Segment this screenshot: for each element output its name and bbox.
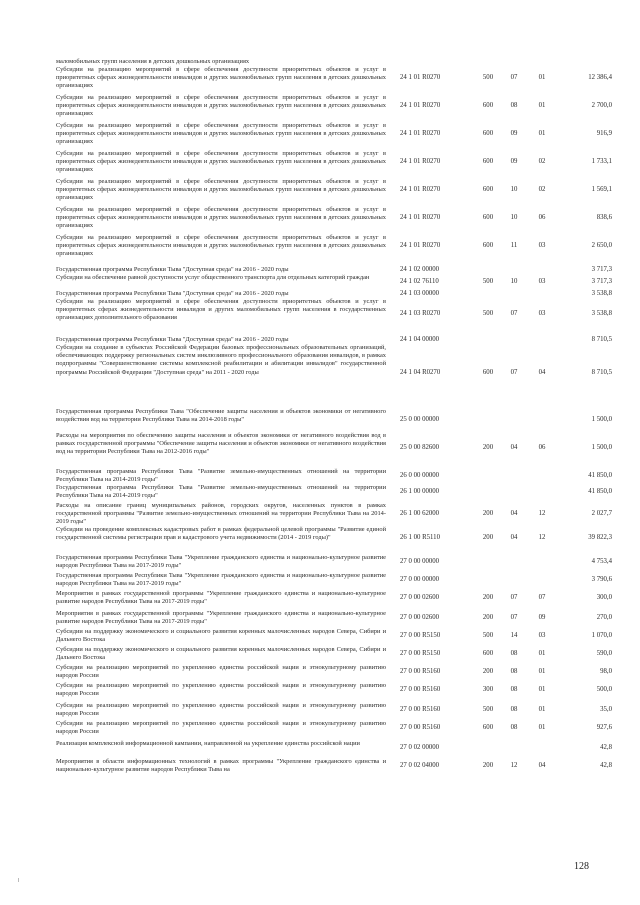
row-subsection: 01: [538, 724, 546, 732]
row-csr-code: 27 0 00 R5160: [400, 686, 441, 694]
row-description: Субсидии на обеспечение равной доступности услуг общественного транспорта для отдельных категорий граждан: [56, 274, 370, 281]
row-expense-type: 600: [482, 186, 494, 194]
row-subsection: 06: [538, 444, 546, 452]
row-amount: 1 500,0: [591, 416, 612, 424]
row-description: Государственная программа Республики Тыва "Обеспечение защиты населения и объектов экономики от негативного воздействия вод на территории Республики Тыва на 2014-2018 годы": [56, 408, 386, 424]
row-csr-code: 26 0 00 00000: [400, 472, 440, 480]
row-subsection: 01: [538, 74, 546, 82]
row-section: 10: [510, 214, 518, 222]
table-row: [0, 664, 640, 680]
row-amount: 41 850,0: [588, 488, 612, 496]
row-expense-type: 600: [482, 102, 494, 110]
row-subsection: 07: [538, 594, 546, 602]
row-amount: 4 753,4: [591, 558, 612, 566]
table-row: [0, 468, 640, 484]
row-amount: 2 027,7: [591, 510, 612, 518]
row-amount: 2 700,0: [591, 102, 612, 110]
row-description: Государственная программа Республики Тыва "Укрепление гражданского единства и национально-культурное развитие народов Республики Тыва на 2017-2019 годы": [56, 554, 386, 570]
row-description: Государственная программа Республики Тыва "Доступная среда" на 2016 - 2020 годы: [56, 290, 289, 297]
row-csr-code: 24 1 01 R0270: [400, 102, 441, 110]
row-subsection: 01: [538, 668, 546, 676]
row-section: 07: [510, 614, 518, 622]
table-row: [0, 526, 640, 551]
row-amount: 12 386,4: [588, 74, 612, 82]
row-amount: 42,8: [600, 762, 612, 770]
row-csr-code: 27 0 00 R5160: [400, 668, 441, 676]
row-description: Субсидии на реализацию мероприятий по укреплению единства российской нации и этнокультурному развитию народов России: [56, 682, 386, 698]
row-expense-type: 300: [482, 686, 494, 694]
row-description: Субсидии на создание в субъектах Российской Федерации базовых профессиональных образовательных организаций, обеспечивающих поддержку региональных систем инклюзивного профессионального образования инвалидов, в рамках подпрограммы "Совершенствование системы комплексной реабилитации и абилитации инвалидов" государственной программы Российской Федерации "Доступная среда" на 2011 - 2020 годы: [56, 344, 386, 376]
table-row: [0, 432, 640, 465]
row-expense-type: 500: [482, 278, 494, 286]
row-amount: 916,9: [596, 130, 612, 138]
row-csr-code: 26 1 00 62000: [400, 510, 440, 518]
row-expense-type: 600: [482, 242, 494, 250]
row-amount: 8 710,5: [591, 336, 612, 343]
row-amount: 3 717,3: [591, 266, 612, 273]
row-subsection: 09: [538, 614, 546, 622]
row-amount: 3 790,6: [591, 576, 612, 584]
row-description: Государственная программа Республики Тыва "Укрепление гражданского единства и национально-культурное развитие народов Республики Тыва на 2017-2019 годы": [56, 572, 386, 588]
row-description: Субсидии на реализацию мероприятий в сфере обеспечения доступности приоритетных объектов и услуг в приоритетных сферах жизнедеятельности инвалидов и других маломобильных групп населения в государственных организациях дополнительного образования: [56, 298, 386, 322]
row-description: Субсидии на реализацию мероприятий в сфере обеспечения доступности приоритетных объектов и услуг в приоритетных сферах жизнедеятельности инвалидов и других маломобильных групп населения в детских дошкольных организациях: [56, 234, 386, 258]
row-section: 08: [510, 650, 518, 658]
table-row: [0, 610, 640, 626]
row-amount: 8 710,5: [591, 368, 612, 376]
row-description: Государственная программа Республики Тыва "Развитие земельно-имущественных отношений на территории Республики Тыва на 2014-2019 годы": [56, 484, 386, 500]
page-number: 128: [574, 861, 589, 872]
row-csr-code: 24 1 04 00000: [400, 336, 440, 343]
row-description: Мероприятия в рамках государственной программы "Укрепление гражданского единства и национально-культурное развитие народов Республики Тыва на 2017-2019 годы": [56, 590, 386, 606]
row-subsection: 02: [538, 158, 546, 166]
table-row: [0, 628, 640, 644]
table-row: [0, 298, 640, 331]
row-amount: 270,0: [596, 614, 612, 622]
row-amount: 838,6: [596, 214, 612, 222]
row-csr-code: 27 0 00 00000: [400, 576, 440, 584]
table-row: [0, 484, 640, 500]
row-expense-type: 200: [482, 510, 494, 518]
row-expense-type: 500: [482, 632, 494, 640]
table-row: [0, 740, 640, 756]
table-row: [0, 274, 640, 290]
row-csr-code: 27 0 02 00000: [400, 744, 440, 752]
row-description: Субсидии на поддержку экономического и социального развития коренных малочисленных народов Севера, Сибири и Дальнего Востока: [56, 628, 386, 644]
table-row: [0, 122, 640, 147]
row-subsection: 02: [538, 186, 546, 194]
table-row: [0, 682, 640, 698]
row-description: Расходы на описание границ муниципальных районов, городских округов, населенных пунктов в рамках государственной программы "Развитие земельно-имущественных отношений на территории Республики Тыва на 2014-2019 годы": [56, 502, 386, 526]
table-row: [0, 178, 640, 203]
row-section: 10: [510, 278, 518, 286]
row-csr-code: 24 1 01 R0270: [400, 130, 441, 138]
row-section: 04: [510, 444, 518, 452]
row-expense-type: 600: [482, 650, 494, 658]
table-row: [0, 344, 640, 401]
row-expense-type: 600: [482, 158, 494, 166]
row-expense-type: 200: [482, 668, 494, 676]
row-amount: 3 538,8: [591, 290, 612, 297]
row-amount: 1 733,1: [591, 158, 612, 166]
row-description: Государственная программа Республики Тыва "Доступная среда" на 2016 - 2020 годы: [56, 266, 289, 273]
row-amount: 927,6: [596, 724, 612, 732]
row-description: Субсидии на реализацию мероприятий в сфере обеспечения доступности приоритетных объектов и услуг в приоритетных сферах жизнедеятельности инвалидов и других маломобильных групп населения в детских дошкольных организациях: [56, 150, 386, 174]
row-amount: 3 538,8: [591, 310, 612, 318]
row-description: Государственная программа Республики Тыва "Развитие земельно-имущественных отношений на территории Республики Тыва на 2014-2019 годы": [56, 468, 386, 484]
row-csr-code: 24 1 01 R0270: [400, 186, 441, 194]
table-row: [0, 150, 640, 175]
table-row: [0, 58, 640, 66]
row-csr-code: 25 0 00 00000: [400, 416, 440, 424]
table-row: [0, 702, 640, 718]
row-expense-type: 500: [482, 706, 494, 714]
row-amount: 35,0: [600, 706, 612, 714]
row-section: 11: [510, 242, 518, 250]
table-row: [0, 266, 640, 274]
row-amount: 2 650,0: [591, 242, 612, 250]
row-description: Субсидии на реализацию мероприятий в сфере обеспечения доступности приоритетных объектов и услуг в приоритетных сферах жизнедеятельности инвалидов и других маломобильных групп населения в детских дошкольных организациях: [56, 122, 386, 146]
row-description: Субсидии на реализацию мероприятий в сфере обеспечения доступности приоритетных объектов и услуг в приоритетных сферах жизнедеятельности инвалидов и других маломобильных групп населения в детских дошкольных организациях: [56, 178, 386, 202]
row-expense-type: 200: [482, 534, 494, 542]
row-subsection: 03: [538, 310, 546, 318]
row-description: Субсидии на реализацию мероприятий в сфере обеспечения доступности приоритетных объектов и услуг в приоритетных сферах жизнедеятельности инвалидов и других маломобильных групп населения в детских дошкольных организациях: [56, 66, 386, 90]
row-section: 08: [510, 686, 518, 694]
row-subsection: 01: [538, 130, 546, 138]
row-section: 08: [510, 668, 518, 676]
table-row: [0, 646, 640, 662]
row-section: 14: [510, 632, 518, 640]
table-row: [0, 408, 640, 433]
row-expense-type: 600: [482, 130, 494, 138]
row-description: Субсидии на реализацию мероприятий по укреплению единства российской нации и этнокультурному развитию народов России: [56, 702, 386, 718]
row-section: 07: [510, 74, 518, 82]
row-expense-type: 200: [482, 444, 494, 452]
row-amount: 98,0: [600, 668, 612, 676]
row-amount: 590,0: [596, 650, 612, 658]
scan-mark: [18, 878, 19, 882]
row-csr-code: 24 1 02 76110: [400, 278, 439, 286]
row-subsection: 06: [538, 214, 546, 222]
row-csr-code: 24 1 03 R0270: [400, 310, 441, 318]
row-section: 07: [510, 368, 518, 376]
row-expense-type: 600: [482, 724, 494, 732]
row-subsection: 03: [538, 278, 546, 286]
table-row: [0, 720, 640, 736]
row-section: 09: [510, 158, 518, 166]
table-row: [0, 590, 640, 606]
table-row: [0, 206, 640, 231]
row-section: 08: [510, 102, 518, 110]
row-amount: 3 717,3: [591, 278, 612, 286]
table-row: [0, 66, 640, 91]
row-description: Субсидии на реализацию мероприятий в сфере обеспечения доступности приоритетных объектов и услуг в приоритетных сферах жизнедеятельности инвалидов и других маломобильных групп населения в детских дошкольных организациях: [56, 94, 386, 118]
row-section: 04: [510, 510, 518, 518]
row-csr-code: 27 0 00 R5150: [400, 632, 441, 640]
row-description: Субсидии на поддержку экономического и социального развития коренных малочисленных народов Севера, Сибири и Дальнего Востока: [56, 646, 386, 662]
row-expense-type: 200: [482, 614, 494, 622]
table-row: [0, 94, 640, 119]
row-csr-code: 24 1 01 R0270: [400, 158, 441, 166]
row-subsection: 03: [538, 242, 546, 250]
row-amount: 39 822,3: [588, 534, 612, 542]
row-csr-code: 26 1 00 00000: [400, 488, 440, 496]
row-csr-code: 27 0 00 R5150: [400, 650, 441, 658]
row-csr-code: 24 1 01 R0270: [400, 214, 441, 222]
row-amount: 1 569,1: [591, 186, 612, 194]
row-expense-type: 600: [482, 214, 494, 222]
row-amount: 41 850,0: [588, 472, 612, 480]
row-section: 07: [510, 310, 518, 318]
row-subsection: 03: [538, 632, 546, 640]
row-section: 07: [510, 594, 518, 602]
row-csr-code: 24 1 02 00000: [400, 266, 440, 273]
table-row: [0, 234, 640, 259]
row-description: Мероприятия в рамках государственной программы "Укрепление гражданского единства и национально-культурное развитие народов Республики Тыва на 2017-2019 годы": [56, 610, 386, 626]
row-subsection: 12: [538, 534, 546, 542]
row-expense-type: 200: [482, 762, 494, 770]
row-expense-type: 600: [482, 368, 494, 376]
row-amount: 300,0: [596, 594, 612, 602]
row-csr-code: 27 0 00 00000: [400, 558, 440, 566]
row-section: 04: [510, 534, 518, 542]
row-csr-code: 26 1 00 R5110: [400, 534, 440, 542]
row-expense-type: 500: [482, 310, 494, 318]
row-section: 12: [510, 762, 518, 770]
row-section: 08: [510, 724, 518, 732]
row-csr-code: 27 0 00 02600: [400, 614, 440, 622]
table-row: [0, 336, 640, 344]
row-subsection: 01: [538, 102, 546, 110]
row-subsection: 01: [538, 686, 546, 694]
row-subsection: 01: [538, 706, 546, 714]
row-csr-code: 24 1 03 00000: [400, 290, 440, 297]
table-row: [0, 758, 640, 774]
row-description: Субсидии на реализацию мероприятий по укреплению единства российской нации и этнокультурному развитию народов России: [56, 720, 386, 736]
row-subsection: 04: [538, 762, 546, 770]
row-csr-code: 27 0 02 04000: [400, 762, 440, 770]
row-description: Мероприятия в области информационных технологий в рамках программы "Укрепление гражданского единства и национально-культурное развитие народов Республики Тыва на: [56, 758, 386, 774]
row-description: Субсидии на проведение комплексных кадастровых работ в рамках федеральной целевой программы "Развитие единой государственной системы регистрации прав и кадастрового учета недвижимости (2014 - 2019 годы)": [56, 526, 386, 542]
row-csr-code: 24 1 01 R0270: [400, 242, 441, 250]
row-subsection: 04: [538, 368, 546, 376]
row-description: маломобильных групп населения в детских дошкольных организациях: [56, 58, 250, 65]
table-row: [0, 554, 640, 570]
row-csr-code: 27 0 00 R5160: [400, 724, 441, 732]
row-amount: 1 070,0: [591, 632, 612, 640]
row-section: 09: [510, 130, 518, 138]
row-csr-code: 27 0 00 02600: [400, 594, 440, 602]
row-subsection: 01: [538, 650, 546, 658]
row-subsection: 12: [538, 510, 546, 518]
table-row: [0, 502, 640, 527]
row-csr-code: 24 1 01 R0270: [400, 74, 441, 82]
row-description: Расходы на мероприятия по обеспечению защиты населения и объектов экономики от негативного воздействия вод в рамках государственной программы "Обеспечение защиты населения и объектов экономики от негативного воздействия вод на территории Республики Тыва на 2012-2016 годы": [56, 432, 386, 456]
row-description: Реализация комплексной информационной кампании, направленной на укрепление единства российской нации: [56, 740, 360, 747]
row-amount: 500,0: [596, 686, 612, 694]
row-section: 08: [510, 706, 518, 714]
row-csr-code: 25 0 00 82600: [400, 444, 440, 452]
row-expense-type: 500: [482, 74, 494, 82]
row-description: Субсидии на реализацию мероприятий по укреплению единства российской нации и этнокультурному развитию народов России: [56, 664, 386, 680]
row-description: Государственная программа Республики Тыва "Доступная среда" на 2016 - 2020 годы: [56, 336, 289, 343]
row-description: Субсидии на реализацию мероприятий в сфере обеспечения доступности приоритетных объектов и услуг в приоритетных сферах жизнедеятельности инвалидов и других маломобильных групп населения в детских дошкольных организациях: [56, 206, 386, 230]
row-amount: 42,8: [600, 744, 612, 752]
table-row: [0, 290, 640, 298]
table-row: [0, 572, 640, 588]
row-csr-code: 27 0 00 R5160: [400, 706, 441, 714]
row-amount: 1 500,0: [591, 444, 612, 452]
row-expense-type: 200: [482, 594, 494, 602]
row-csr-code: 24 1 04 R0270: [400, 368, 441, 376]
row-section: 10: [510, 186, 518, 194]
